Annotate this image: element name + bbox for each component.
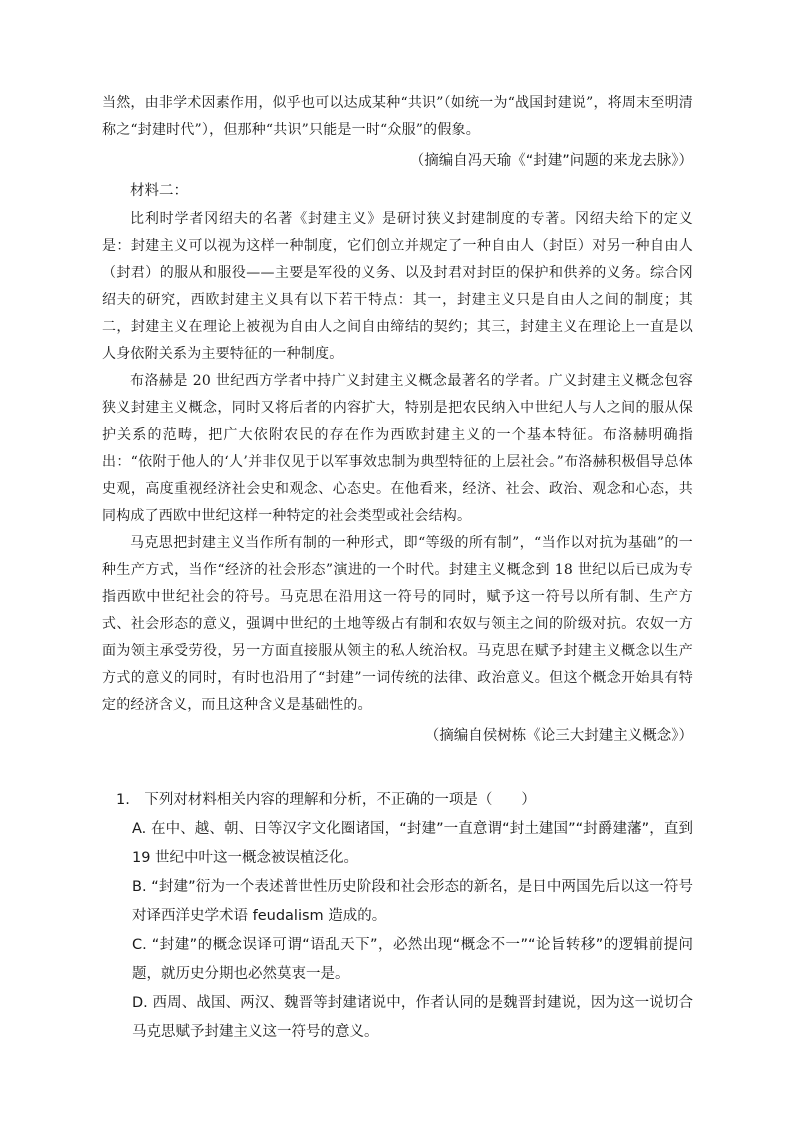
material2-paragraph-1: 比利时学者冈绍夫的名著《封建主义》是研讨狭义封建制度的专著。冈绍夫给下的定义是：封建主义可以视为这样一种制度，它们创立并规定了一种自由人（封臣）对另一种自由人（封君）的服从和服役——主要是军役的义务、以及封君对封臣的保护和供养的义务。综合冈绍夫的研究，西欧封建主义具有以下若干特点：其一，封建主义只是自由人之间的制度；其二，封建主义在理论上被视为自由人之间自由缔结的契约；其三，封建主义在理论上一直是以人身依附关系为主要特征的一种制度。	[102, 211, 693, 362]
material1-source: （摘编自冯天瑜《“封建”问题的来龙去脉》）	[409, 153, 693, 169]
option-d: D. 西周、战国、两汉、魏晋等封建诸说中，作者认同的是魏晋封建说，因为这一说切合马克思赋予封建主义这一符号的意义。	[132, 995, 693, 1040]
page-content	[102, 90, 693, 1047]
option-a: A. 在中、越、朝、日等汉字文化圈诸国，“封建”一直意谓“封土建国”“封爵建藩”，直到 19 世纪中叶这一概念被误植泛化。	[132, 821, 693, 866]
option-b: B. “封建”衍为一个表述普世性历史阶段和社会形态的新名，是日中两国先后以这一符号对译西洋史学术语 feudalism 造成的。	[132, 879, 693, 924]
material2-heading: 材料二：	[130, 183, 188, 199]
material1-tail-paragraph: 当然，由非学术因素作用，似乎也可以达成某种“共识”（如统一为“战国封建说”，将周末至明清称之“封建时代”），但那种“共识”只能是一时“众服”的假象。	[102, 95, 693, 138]
material2-source: （摘编自侯树栋《论三大封建主义概念》）	[424, 728, 693, 744]
question-stem: 1. 下列对材料相关内容的理解和分析，不正确的一项是（ ）	[116, 792, 536, 808]
question-1	[102, 786, 693, 1047]
option-c: C. “封建”的概念误译可谓“语乱天下”，必然出现“概念不一”“论旨转移”的逻辑前提问题，就历史分期也必然莫衷一是。	[132, 937, 693, 982]
material2-paragraph-3: 马克思把封建主义当作所有制的一种形式，即“等级的所有制”，“当作以对抗为基础”的一种生产方式，当作“经济的社会形态”演进的一个时代。封建主义概念到 18 世纪以后已成为专指西欧中世纪社会的符号。马克思在沿用这一符号的同时，赋予这一符号以所有制、生产方式、社会形态的意义，强调中世纪的土地等级占有制和农奴与领主之间的阶级对抗。农奴一方面为领主承受劳役，另一方面直接服从领主的私人统治权。马克思在赋予封建主义概念以生产方式的意义的同时，有时也沿用了“封建”一词传统的法律、政治意义。但这个概念开始具有特定的经济含义，而且这种含义是基础性的。	[102, 535, 693, 713]
material2-paragraph-2: 布洛赫是 20 世纪西方学者中持广义封建主义概念最著名的学者。广义封建主义概念包容狭义封建主义概念，同时又将后者的内容扩大，特别是把农民纳入中世纪人与人之间的服从保护关系的范畴，把广大依附农民的存在作为西欧封建主义的一个基本特征。布洛赫明确指出：“依附于他人的‘人’并非仅见于以军事效忠制为典型特征的上层社会。”布洛赫积极倡导总体史观，高度重视经济社会史和观念、心态史。在他看来，经济、社会、政治、观念和心态，共同构成了西欧中世纪这样一种特定的社会类型或社会结构。	[102, 373, 693, 524]
